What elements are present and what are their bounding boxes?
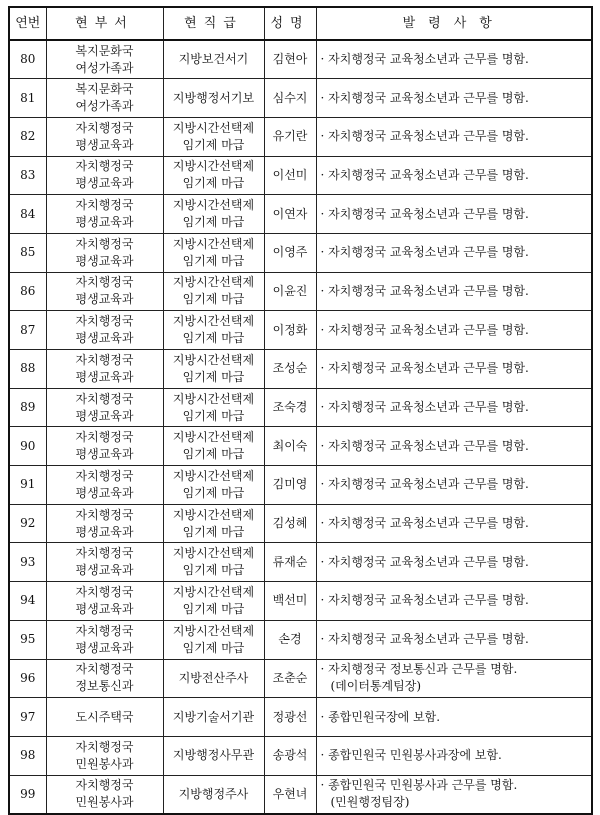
dept-line-1: 자치행정국 (75, 430, 134, 445)
dept-line-1: 자치행정국 (75, 623, 134, 638)
cell-current-grade (163, 504, 264, 543)
cell-current-grade (163, 233, 264, 272)
cell-name (264, 659, 316, 698)
table-row (9, 117, 592, 156)
cell-name (264, 79, 316, 118)
dept-line-2: 평생교육과 (75, 176, 134, 191)
dept-line-1: 자치행정국 (75, 391, 134, 406)
cell-name (264, 40, 316, 79)
cell-name (264, 311, 316, 350)
order-line-1: · 종합민원국장에 보함. (320, 709, 441, 724)
grade-line-1: 지방시간선택제 (172, 546, 255, 561)
table-header-row (9, 7, 592, 40)
cell-current-dept (46, 233, 163, 272)
cell-no (9, 620, 46, 659)
person-name: 이선미 (272, 167, 308, 182)
cell-name (264, 620, 316, 659)
cell-no (9, 659, 46, 698)
person-name: 이정화 (272, 322, 308, 337)
dept-line-2: 평생교육과 (75, 485, 134, 500)
cell-name (264, 388, 316, 427)
dept-line-1: 자치행정국 (75, 236, 134, 251)
dept-line-2: 평생교육과 (75, 253, 134, 268)
header-current-dept (46, 7, 163, 40)
cell-order (316, 466, 592, 505)
cell-name (264, 427, 316, 466)
cell-order (316, 736, 592, 775)
row-number: 83 (20, 167, 36, 182)
cell-current-dept (46, 736, 163, 775)
cell-order (316, 698, 592, 737)
cell-order (316, 388, 592, 427)
header-no: 연번 (9, 7, 46, 40)
cell-name (264, 195, 316, 234)
cell-current-dept (46, 272, 163, 311)
grade-line-2: 임기제 마급 (182, 563, 245, 578)
grade-line-1: 지방시간선택제 (172, 314, 255, 329)
cell-no (9, 117, 46, 156)
dept-line-1: 자치행정국 (75, 314, 134, 329)
grade-line-2: 임기제 마급 (182, 369, 245, 384)
order-line-1: · 자치행정국 교육청소년과 근무를 명함. (320, 52, 529, 67)
grade-line-1: 지방시간선택제 (172, 198, 255, 213)
grade-line-1: 지방시간선택제 (172, 623, 255, 638)
cell-order (316, 156, 592, 195)
cell-current-dept (46, 698, 163, 737)
order-line-1: · 자치행정국 교육청소년과 근무를 명함. (320, 283, 529, 298)
grade-line-1: 지방시간선택제 (172, 507, 255, 522)
dept-line-2: 평생교육과 (75, 408, 134, 423)
dept-line-1: 자치행정국 (75, 468, 134, 483)
person-name: 손경 (278, 632, 302, 647)
header-current-grade (163, 7, 264, 40)
person-name: 이영주 (272, 245, 308, 260)
order-line-1: · 자치행정국 교육청소년과 근무를 명함. (320, 167, 529, 182)
table-row (9, 582, 592, 621)
dept-line-1: 자치행정국 (75, 120, 134, 135)
cell-current-dept (46, 350, 163, 389)
cell-order (316, 582, 592, 621)
table-row (9, 659, 592, 698)
dept-line-2: 평생교육과 (75, 331, 134, 346)
table-row (9, 79, 592, 118)
grade-line-2: 임기제 마급 (182, 640, 245, 655)
cell-name (264, 156, 316, 195)
table-row (9, 388, 592, 427)
cell-current-grade (163, 698, 264, 737)
order-line-1: · 자치행정국 교육청소년과 근무를 명함. (320, 554, 529, 569)
order-line-1: · 자치행정국 교육청소년과 근무를 명함. (320, 90, 529, 105)
dept-line-1: 복지문화국 (75, 82, 134, 97)
dept-line-2: 민원봉사과 (75, 756, 134, 771)
cell-name (264, 350, 316, 389)
dept-line-1: 자치행정국 (75, 584, 134, 599)
grade-line-1: 지방보건서기 (178, 52, 249, 67)
cell-order (316, 311, 592, 350)
cell-current-dept (46, 40, 163, 79)
person-name: 우현녀 (272, 786, 308, 801)
person-name: 김성혜 (272, 516, 308, 531)
header-order-label: 발령사항 (402, 16, 505, 31)
row-number: 95 (20, 632, 36, 647)
row-number: 82 (20, 129, 36, 144)
cell-no (9, 775, 46, 814)
header-current-dept-label: 현부서 (75, 16, 134, 31)
grade-line-1: 지방시간선택제 (172, 159, 255, 174)
grade-line-2: 임기제 마급 (182, 524, 245, 539)
row-number: 98 (20, 748, 36, 763)
cell-current-dept (46, 504, 163, 543)
dept-line-2: 여성가족과 (75, 60, 134, 75)
dept-line-1: 도시주택국 (75, 709, 134, 724)
row-number: 94 (20, 593, 36, 608)
grade-line-1: 지방기술서기관 (172, 709, 255, 724)
row-number: 96 (20, 670, 36, 685)
order-line-1: · 자치행정국 교육청소년과 근무를 명함. (320, 593, 529, 608)
header-name (264, 7, 316, 40)
dept-line-2: 평생교육과 (75, 563, 134, 578)
header-order (316, 7, 592, 40)
dept-line-1: 자치행정국 (75, 546, 134, 561)
table-row (9, 272, 592, 311)
order-line-1: · 자치행정국 교육청소년과 근무를 명함. (320, 516, 529, 531)
cell-order (316, 195, 592, 234)
cell-order (316, 272, 592, 311)
cell-current-dept (46, 582, 163, 621)
cell-current-dept (46, 659, 163, 698)
cell-name (264, 582, 316, 621)
person-name: 이윤진 (272, 283, 308, 298)
row-number: 88 (20, 361, 36, 376)
dept-line-1: 자치행정국 (75, 352, 134, 367)
cell-current-grade (163, 736, 264, 775)
cell-order (316, 117, 592, 156)
cell-current-dept (46, 79, 163, 118)
cell-current-dept (46, 466, 163, 505)
cell-name (264, 504, 316, 543)
dept-line-1: 자치행정국 (75, 778, 134, 793)
person-name: 백선미 (272, 593, 308, 608)
grade-line-1: 지방시간선택제 (172, 430, 255, 445)
grade-line-2: 임기제 마급 (182, 215, 245, 230)
order-line-1: · 자치행정국 교육청소년과 근무를 명함. (320, 477, 529, 492)
grade-line-1: 지방행정주사 (178, 786, 249, 801)
order-line-1: · 자치행정국 교육청소년과 근무를 명함. (320, 206, 529, 221)
table-body (9, 40, 592, 814)
order-line-1: · 종합민원국 민원봉사과장에 보함. (320, 748, 502, 763)
dept-line-2: 평생교육과 (75, 369, 134, 384)
person-name: 심수지 (272, 90, 308, 105)
table-row (9, 736, 592, 775)
cell-current-dept (46, 775, 163, 814)
cell-no (9, 388, 46, 427)
table-row (9, 350, 592, 389)
dept-line-1: 자치행정국 (75, 739, 134, 754)
grade-line-1: 지방시간선택제 (172, 275, 255, 290)
grade-line-2: 임기제 마급 (182, 485, 245, 500)
person-name: 송광석 (272, 748, 308, 763)
cell-name (264, 775, 316, 814)
cell-order (316, 427, 592, 466)
cell-no (9, 79, 46, 118)
dept-line-2: 평생교육과 (75, 640, 134, 655)
cell-current-grade (163, 659, 264, 698)
cell-current-grade (163, 620, 264, 659)
cell-no (9, 582, 46, 621)
grade-line-1: 지방시간선택제 (172, 468, 255, 483)
table-row (9, 427, 592, 466)
cell-current-dept (46, 195, 163, 234)
cell-current-grade (163, 350, 264, 389)
person-name: 류재순 (272, 554, 308, 569)
table-row (9, 543, 592, 582)
cell-no (9, 427, 46, 466)
cell-current-dept (46, 311, 163, 350)
cell-current-grade (163, 79, 264, 118)
cell-current-dept (46, 388, 163, 427)
table-row (9, 620, 592, 659)
dept-line-2: 평생교육과 (75, 524, 134, 539)
order-line-2: (민원행정팀장) (330, 795, 410, 810)
dept-line-1: 자치행정국 (75, 275, 134, 290)
grade-line-2: 임기제 마급 (182, 137, 245, 152)
cell-no (9, 504, 46, 543)
dept-line-2: 민원봉사과 (75, 795, 134, 810)
row-number: 93 (20, 554, 36, 569)
cell-order (316, 543, 592, 582)
grade-line-2: 임기제 마급 (182, 176, 245, 191)
order-line-1: · 자치행정국 교육청소년과 근무를 명함. (320, 438, 529, 453)
grade-line-2: 임기제 마급 (182, 292, 245, 307)
cell-current-grade (163, 156, 264, 195)
order-line-1: · 자치행정국 교육청소년과 근무를 명함. (320, 322, 529, 337)
row-number: 97 (20, 709, 36, 724)
cell-name (264, 233, 316, 272)
cell-no (9, 311, 46, 350)
table-row (9, 311, 592, 350)
cell-name (264, 117, 316, 156)
dept-line-1: 복지문화국 (75, 43, 134, 58)
row-number: 90 (20, 438, 36, 453)
person-name: 유기란 (272, 129, 308, 144)
cell-current-grade (163, 543, 264, 582)
grade-line-1: 지방시간선택제 (172, 584, 255, 599)
row-number: 80 (20, 52, 36, 67)
cell-no (9, 350, 46, 389)
order-line-1: · 자치행정국 교육청소년과 근무를 명함. (320, 361, 529, 376)
header-name-label: 성명 (270, 16, 310, 31)
grade-line-2: 임기제 마급 (182, 447, 245, 462)
cell-current-dept (46, 427, 163, 466)
grade-line-2: 임기제 마급 (182, 601, 245, 616)
person-name: 조춘순 (272, 670, 308, 685)
cell-current-grade (163, 388, 264, 427)
dept-line-2: 평생교육과 (75, 137, 134, 152)
cell-current-grade (163, 40, 264, 79)
person-name: 이연자 (272, 206, 308, 221)
table-row (9, 195, 592, 234)
order-line-2: (데이터통계팀장) (330, 679, 422, 694)
row-number: 92 (20, 516, 36, 531)
cell-order (316, 350, 592, 389)
person-name: 김현아 (272, 52, 308, 67)
cell-no (9, 156, 46, 195)
grade-line-1: 지방행정서기보 (172, 90, 255, 105)
cell-current-grade (163, 195, 264, 234)
personnel-order-table (8, 6, 593, 815)
cell-order (316, 79, 592, 118)
cell-current-grade (163, 427, 264, 466)
cell-current-grade (163, 311, 264, 350)
cell-order (316, 233, 592, 272)
dept-line-1: 자치행정국 (75, 159, 134, 174)
person-name: 최이숙 (272, 438, 308, 453)
dept-line-1: 자치행정국 (75, 507, 134, 522)
dept-line-2: 평생교육과 (75, 292, 134, 307)
cell-order (316, 40, 592, 79)
dept-line-2: 평생교육과 (75, 215, 134, 230)
cell-no (9, 233, 46, 272)
dept-line-1: 자치행정국 (75, 662, 134, 677)
row-number: 91 (20, 477, 36, 492)
grade-line-1: 지방시간선택제 (172, 352, 255, 367)
order-line-1: · 자치행정국 교육청소년과 근무를 명함. (320, 632, 529, 647)
cell-current-grade (163, 582, 264, 621)
cell-current-dept (46, 620, 163, 659)
cell-no (9, 40, 46, 79)
grade-line-2: 임기제 마급 (182, 331, 245, 346)
cell-no (9, 272, 46, 311)
row-number: 99 (20, 786, 36, 801)
table-row (9, 466, 592, 505)
grade-line-1: 지방시간선택제 (172, 391, 255, 406)
dept-line-2: 정보통신과 (75, 679, 134, 694)
row-number: 85 (20, 245, 36, 260)
cell-no (9, 466, 46, 505)
grade-line-1: 지방시간선택제 (172, 120, 255, 135)
dept-line-2: 평생교육과 (75, 447, 134, 462)
table-row (9, 40, 592, 79)
cell-current-dept (46, 117, 163, 156)
row-number: 81 (20, 90, 36, 105)
order-line-1: · 자치행정국 교육청소년과 근무를 명함. (320, 129, 529, 144)
table-row (9, 775, 592, 814)
header-current-grade-label: 현직급 (184, 16, 243, 31)
cell-order (316, 659, 592, 698)
person-name: 조성순 (272, 361, 308, 376)
cell-name (264, 543, 316, 582)
row-number: 86 (20, 283, 36, 298)
cell-name (264, 698, 316, 737)
table-row (9, 156, 592, 195)
cell-name (264, 272, 316, 311)
cell-no (9, 543, 46, 582)
person-name: 조숙경 (272, 400, 308, 415)
cell-order (316, 775, 592, 814)
grade-line-2: 임기제 마급 (182, 408, 245, 423)
cell-current-grade (163, 272, 264, 311)
grade-line-1: 지방전산주사 (178, 670, 249, 685)
cell-no (9, 736, 46, 775)
cell-no (9, 698, 46, 737)
order-line-1: · 종합민원국 민원봉사과 근무를 명함. (320, 778, 518, 793)
row-number: 89 (20, 400, 36, 415)
dept-line-1: 자치행정국 (75, 198, 134, 213)
table-row (9, 233, 592, 272)
grade-line-1: 지방행정사무관 (172, 748, 255, 763)
cell-current-grade (163, 466, 264, 505)
order-line-1: · 자치행정국 정보통신과 근무를 명함. (320, 662, 518, 677)
cell-order (316, 620, 592, 659)
grade-line-1: 지방시간선택제 (172, 236, 255, 251)
cell-name (264, 736, 316, 775)
cell-name (264, 466, 316, 505)
cell-no (9, 195, 46, 234)
person-name: 김미영 (272, 477, 308, 492)
table-row (9, 504, 592, 543)
dept-line-2: 여성가족과 (75, 99, 134, 114)
cell-order (316, 504, 592, 543)
table-row (9, 698, 592, 737)
row-number: 87 (20, 322, 36, 337)
cell-current-grade (163, 117, 264, 156)
order-line-1: · 자치행정국 교육청소년과 근무를 명함. (320, 245, 529, 260)
cell-current-dept (46, 156, 163, 195)
grade-line-2: 임기제 마급 (182, 253, 245, 268)
person-name: 정광선 (272, 709, 308, 724)
cell-current-grade (163, 775, 264, 814)
row-number: 84 (20, 206, 36, 221)
order-line-1: · 자치행정국 교육청소년과 근무를 명함. (320, 400, 529, 415)
dept-line-2: 평생교육과 (75, 601, 134, 616)
cell-current-dept (46, 543, 163, 582)
